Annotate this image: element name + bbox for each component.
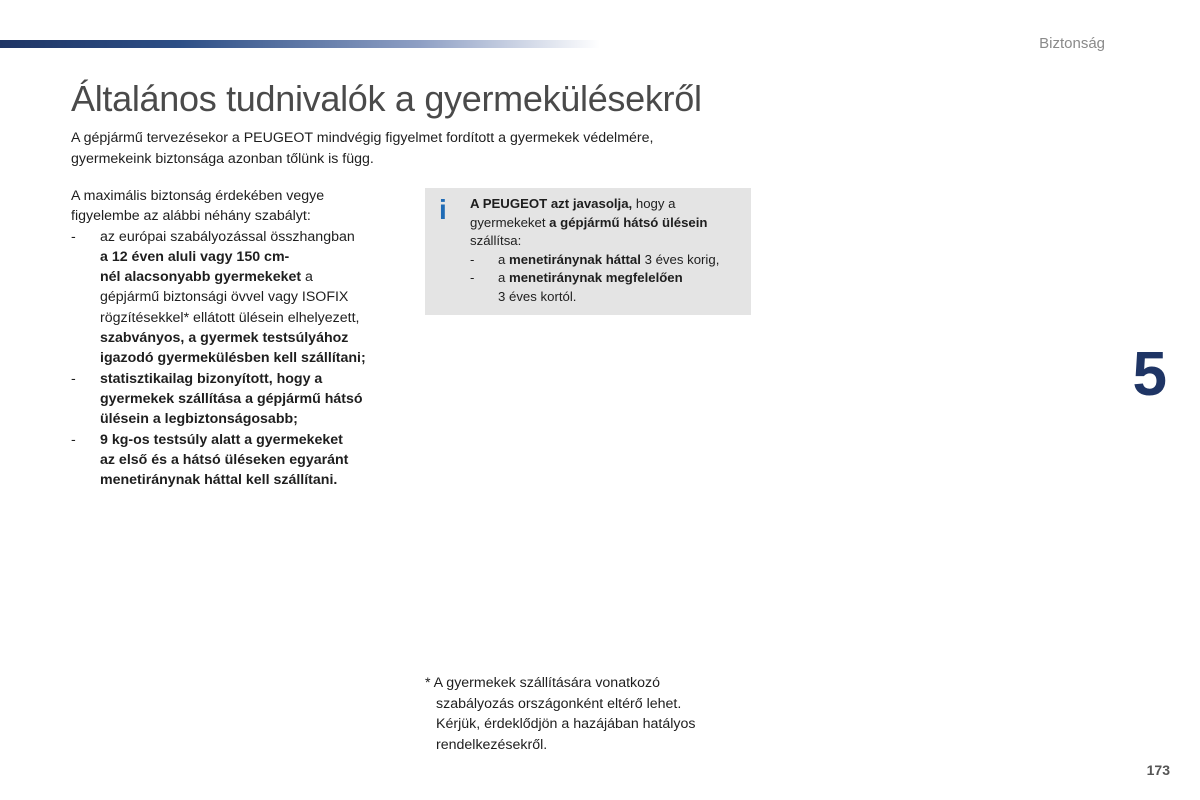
- info-plain-text: a: [498, 251, 509, 267]
- info-line: [498, 269, 746, 288]
- bullet-dash: -: [71, 431, 76, 448]
- info-line: [470, 214, 746, 233]
- info-line: szállítsa:: [470, 233, 522, 248]
- bullet-dash: -: [71, 228, 76, 245]
- info-line: [470, 195, 746, 214]
- rules-lead: [71, 186, 406, 227]
- rule-line: ülésein a legbiztonságosabb;: [100, 411, 298, 428]
- info-bold-text: A PEUGEOT azt javasolja,: [470, 196, 633, 211]
- rule-item-2: [71, 369, 406, 430]
- rule-line: menetiránynak háttal kell szállítani.: [100, 472, 338, 489]
- rules-lead-line: A maximális biztonság érdekében vegye: [71, 188, 325, 204]
- bullet-dash: -: [71, 370, 76, 387]
- rule-line: gyermekek szállítása a gépjármű hátsó: [100, 390, 363, 407]
- info-plain-text: a: [498, 270, 509, 285]
- info-icon: i: [439, 194, 447, 225]
- rule-line: a 12 éven aluli vagy 150 cm-: [100, 248, 290, 265]
- rule-line: az európai szabályozással összhangban: [100, 228, 355, 245]
- info-text: [470, 195, 746, 306]
- intro-line: A gépjármű tervezésekor a PEUGEOT mindvégig figyelmet fordított a gyermekek védelmére,: [71, 130, 654, 146]
- rule-line: az első és a hátsó üléseken egyaránt: [100, 451, 349, 468]
- info-box: [425, 188, 751, 315]
- footnote-line: szabályozás országonként eltérő lehet.: [436, 695, 682, 712]
- info-bullet-2: [470, 269, 746, 306]
- page-title: Általános tudnivalók a gyermekülésekről: [71, 78, 702, 119]
- footnote-line: * A gyermekek szállítására vonatkozó: [425, 675, 660, 691]
- rule-item-3: [71, 430, 406, 491]
- info-bold-text: a gépjármű hátsó ülésein: [549, 214, 708, 230]
- rule-line: igazodó gyermekülésben kell szállítani;: [100, 350, 366, 367]
- rule-line: 9 kg-os testsúly alatt a gyermekeket: [100, 431, 343, 448]
- rules-lead-line: figyelembe az alábbi néhány szabályt:: [71, 208, 311, 225]
- intro-paragraph: [71, 128, 771, 169]
- intro-line: gyermekeink biztonsága azonban tőlünk is függ.: [71, 150, 374, 167]
- info-bold-text: menetiránynak háttal: [509, 251, 641, 267]
- rules-column: [71, 186, 406, 490]
- info-line: 3 éves kortól.: [498, 288, 577, 304]
- rule-bold-text: nél alacsonyabb gyermekeket: [100, 269, 302, 286]
- page-number: 173: [1146, 762, 1170, 778]
- info-plain-text: hogy a: [632, 196, 676, 211]
- section-label: Biztonság: [1039, 35, 1105, 52]
- bullet-dash: -: [470, 270, 475, 285]
- footnote-line: Kérjük, érdeklődjön a hazájában hatályos: [436, 716, 696, 732]
- bullet-dash: -: [470, 251, 475, 267]
- info-bold-text: menetiránynak megfelelően: [509, 270, 683, 285]
- rule-item-1: [71, 227, 406, 369]
- rule-line: rögzítésekkel* ellátott ülésein elhelyezett,: [100, 309, 360, 326]
- rule-line: gépjármű biztonsági övvel vagy ISOFIX: [100, 289, 349, 306]
- rule-line: [100, 267, 406, 287]
- footnote-line: rendelkezésekről.: [436, 736, 548, 753]
- info-plain-text: gyermekeket: [470, 214, 550, 230]
- info-plain-text: 3 éves korig,: [640, 251, 720, 267]
- rule-line: szabványos, a gyermek testsúlyához: [100, 330, 349, 347]
- info-line: [498, 251, 746, 270]
- chapter-number: 5: [1132, 340, 1167, 409]
- footnote: [425, 673, 755, 755]
- header-accent-bar: [0, 40, 600, 48]
- rule-line: statisztikailag bizonyított, hogy a: [100, 370, 323, 387]
- info-bullet-1: [470, 251, 746, 270]
- rule-text: a: [301, 269, 313, 286]
